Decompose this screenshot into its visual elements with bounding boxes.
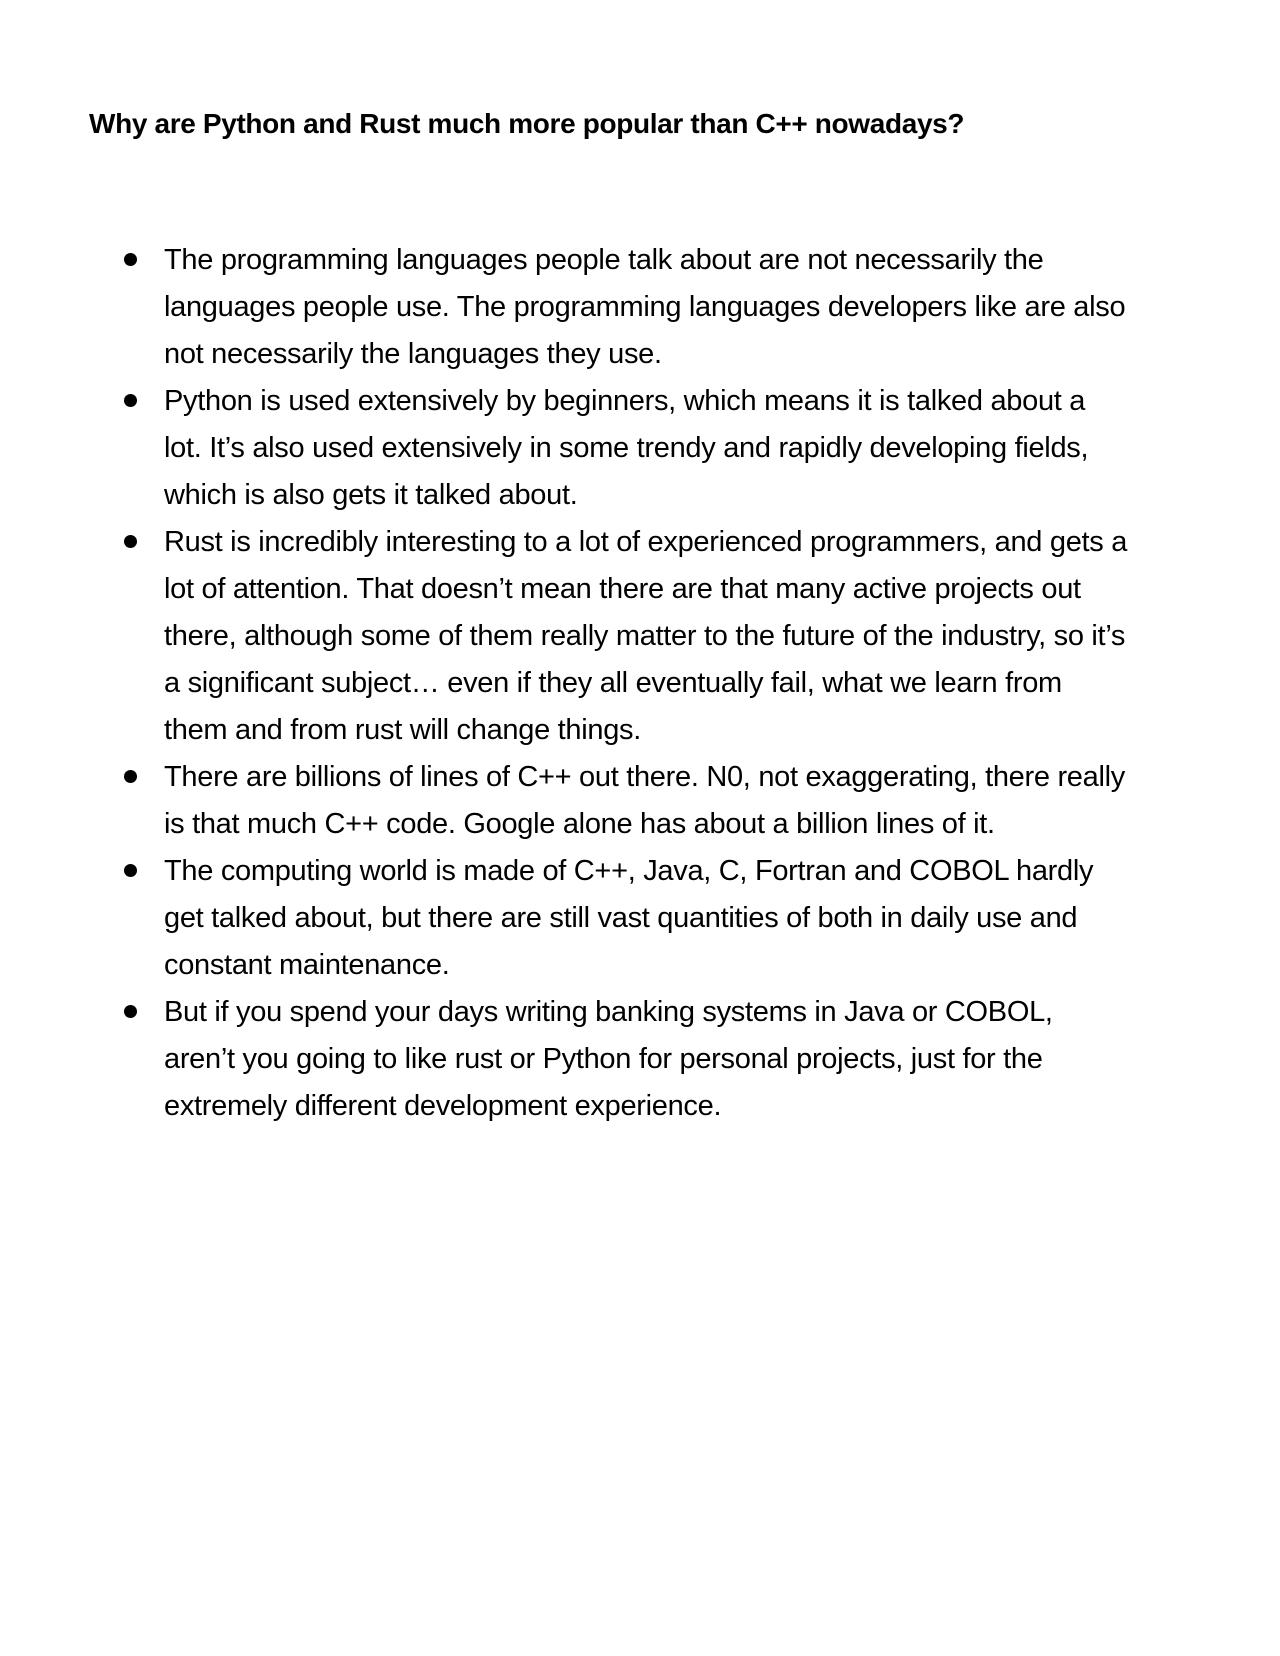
bullet-item — [118, 519, 1128, 754]
bullet-dot-icon — [124, 394, 137, 407]
bullet-item — [118, 237, 1128, 378]
bullet-dot-icon — [124, 1005, 137, 1018]
bullet-dot-icon — [124, 770, 137, 783]
bullet-item — [118, 378, 1128, 519]
bullet-dot-icon — [124, 864, 137, 877]
bullet-text: But if you spend your days writing banking systems in Java or COBOL, aren’t you going to like rust or Python for personal projects, just for the extremely different development experience. — [164, 996, 1053, 1122]
bullet-item — [118, 754, 1128, 848]
document-title: Why are Python and Rust much more popular than C++ nowadays? — [89, 108, 965, 139]
bullet-text: The programming languages people talk about are not necessarily the languages people use. The programming languages developers like are also not necessarily the languages they use. — [164, 244, 1126, 370]
bullet-dot-icon — [124, 253, 137, 266]
bullet-item — [118, 848, 1128, 989]
bullet-text: There are billions of lines of C++ out there. N0, not exaggerating, there really is that much C++ code. Google alone has about a billion lines of it. — [164, 761, 1125, 840]
bullet-text: The computing world is made of C++, Java, C, Fortran and COBOL hardly get talked about, but there are still vast quantities of both in daily use and constant maintenance. — [164, 855, 1094, 981]
bullet-dot-icon — [124, 535, 137, 548]
bullet-list — [118, 237, 1128, 1130]
bullet-text: Rust is incredibly interesting to a lot of experienced programmers, and gets a lot of attention. That doesn’t mean there are that many active projects out there, although some of them really matter to the future of the industry, so it’s a significant subject… even if they all eventually fail, what we learn from them and from rust will change things. — [164, 526, 1128, 746]
bullet-item — [118, 989, 1128, 1130]
bullet-text: Python is used extensively by beginners, which means it is talked about a lot. It’s also used extensively in some trendy and rapidly developing fields, which is also gets it talked about. — [164, 385, 1089, 511]
